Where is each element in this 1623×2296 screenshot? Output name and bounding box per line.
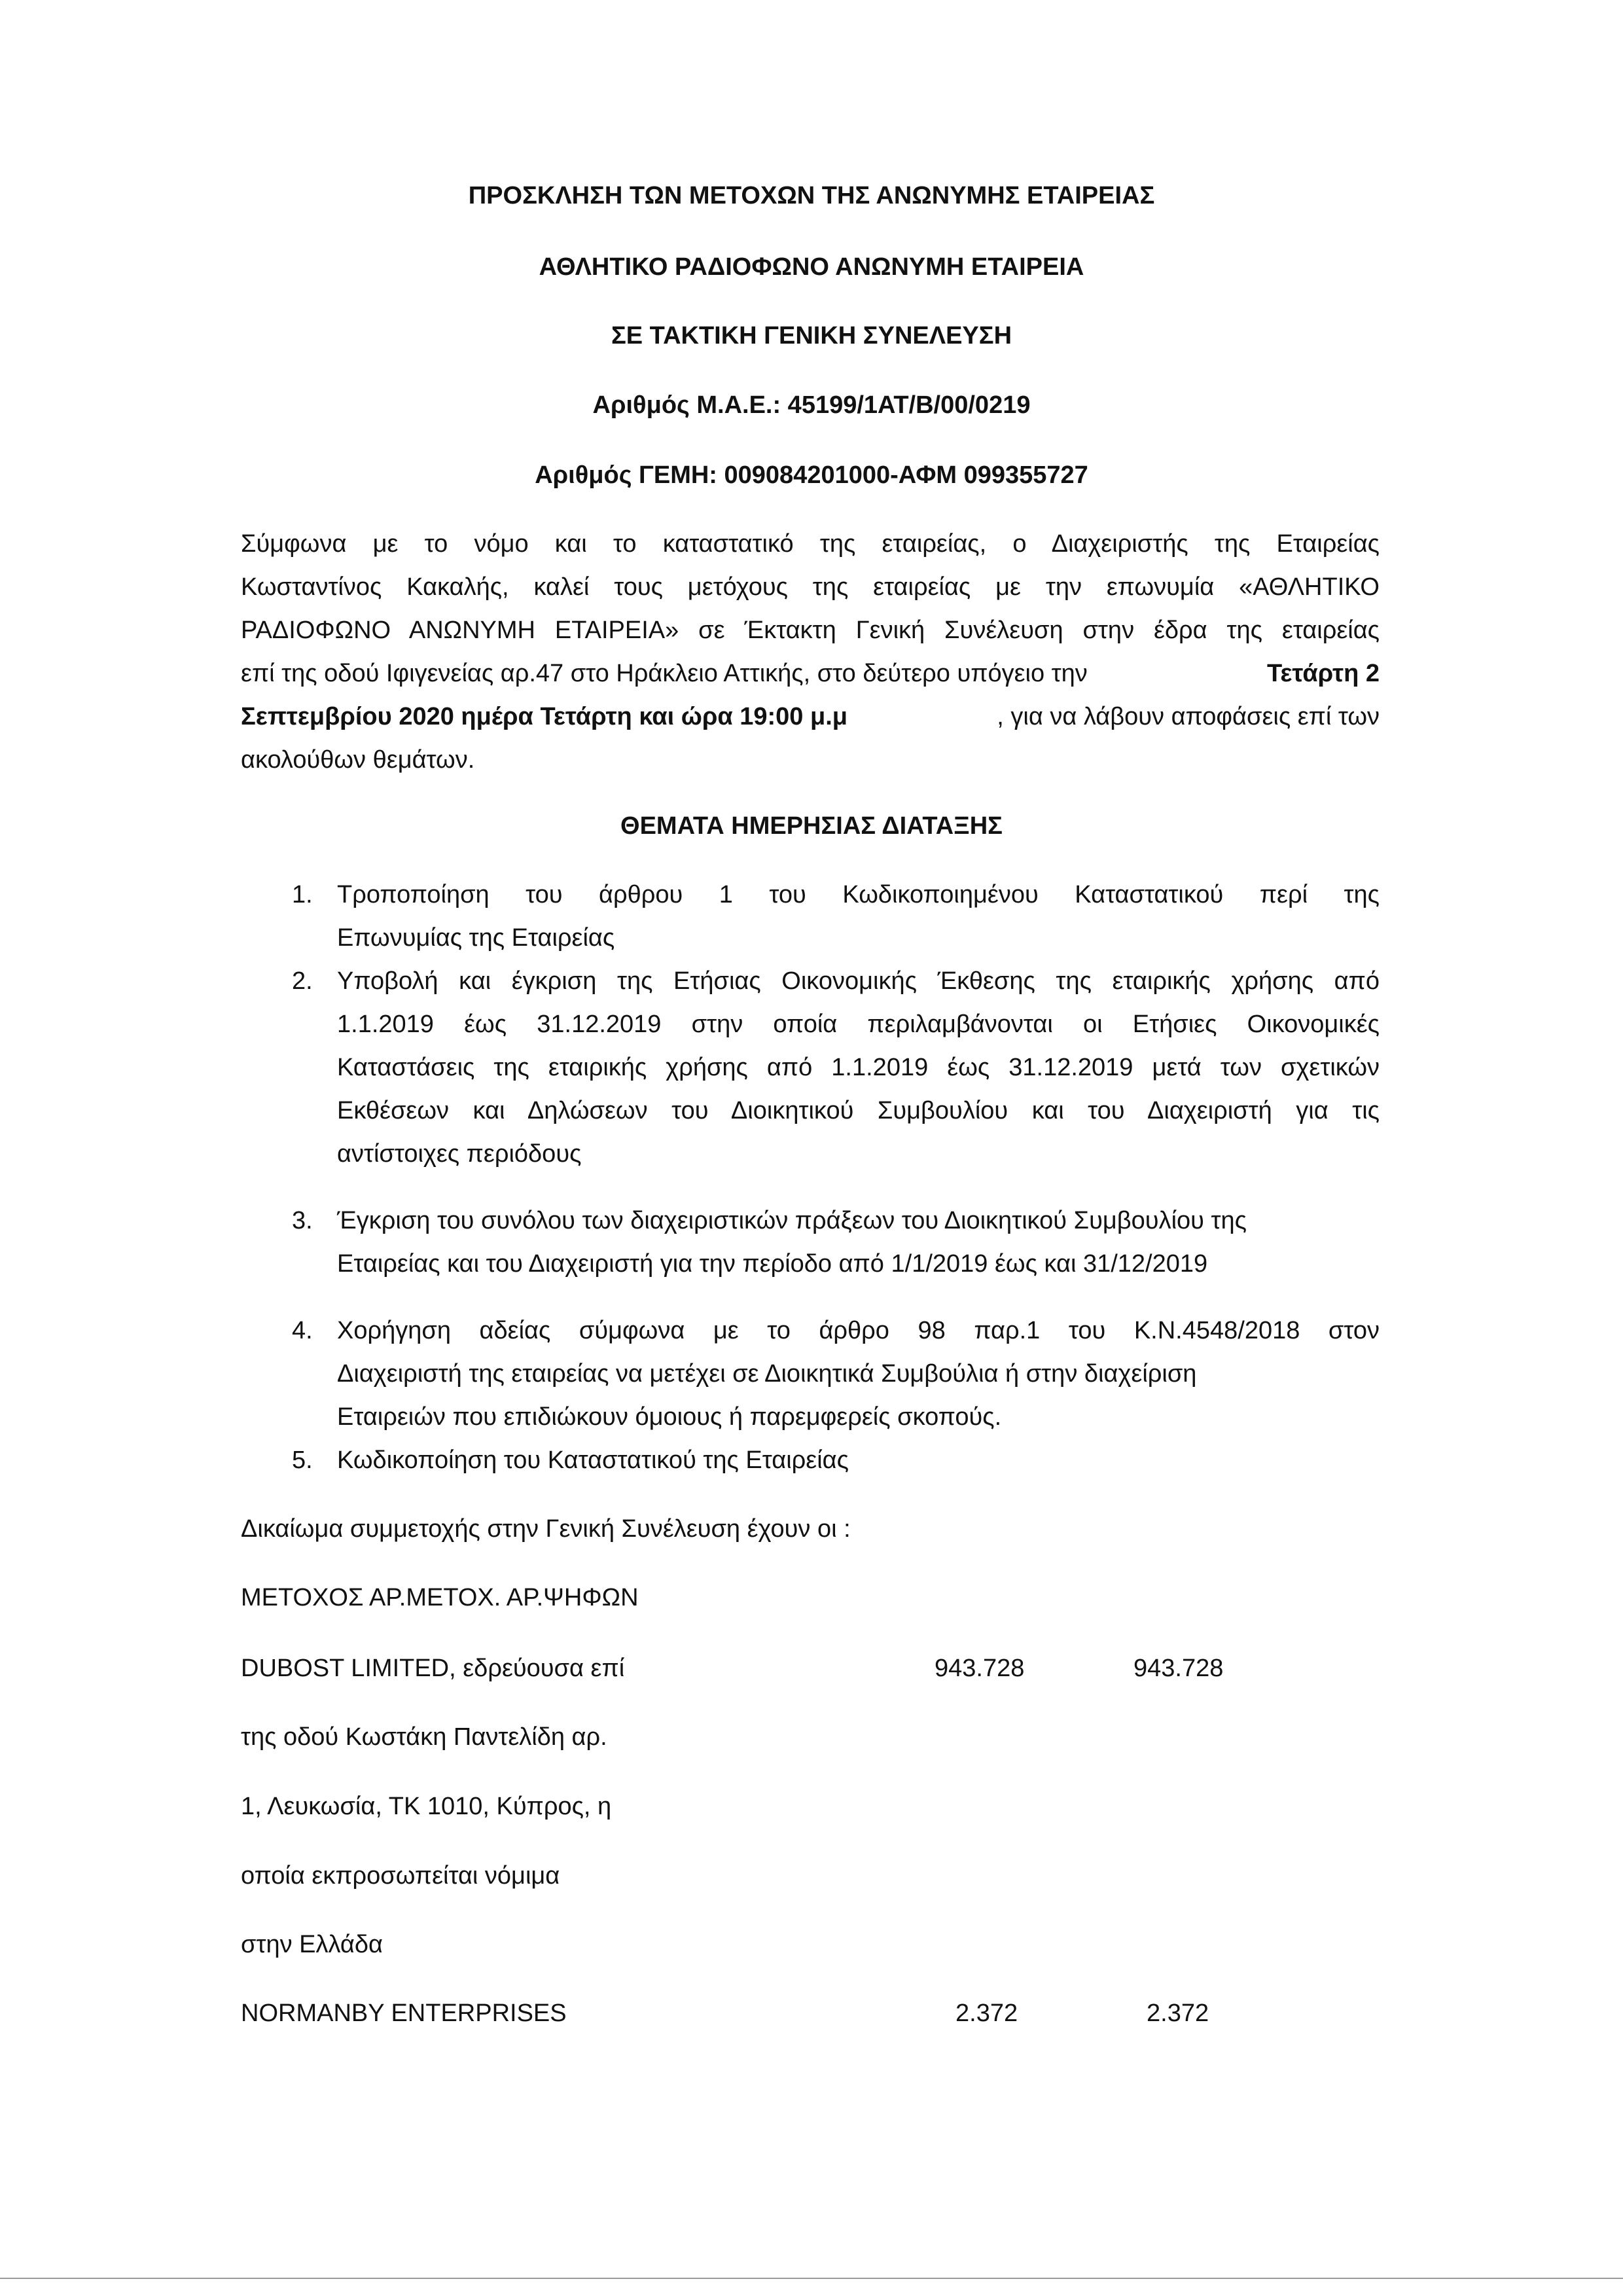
agenda-item-number: 2. bbox=[292, 967, 313, 995]
intro-line-2: Κωσταντίνος Κακαλής, καλεί τους μετόχους της εταιρείας με την επωνυμία «ΑΘΛΗΤΙΚΟ bbox=[241, 575, 1380, 601]
header-company-name: ΑΘΛΗΤΙΚΟ ΡΑΔΙΟΦΩΝΟ ΑΝΩΝΥΜΗ ΕΤΑΙΡΕΙΑ bbox=[539, 253, 1084, 281]
agenda-item-1-line: Επωνυμίας της Εταιρείας bbox=[337, 924, 615, 952]
intro-datetime-highlight: Σεπτεμβρίου 2020 ημέρα Τετάρτη και ώρα 19:00 μ.μ bbox=[241, 703, 848, 730]
agenda-item-4-line: Διαχειριστή της εταιρείας να μετέχει σε Διοικητικά Συμβούλια ή στην διαχείριση bbox=[337, 1360, 1197, 1388]
agenda-item-number: 1. bbox=[292, 881, 313, 908]
intro-line-5-text: , για να λάβουν αποφάσεις επί των bbox=[997, 703, 1380, 730]
intro-line-4-text: επί της οδού Ιφιγενείας αρ.47 στο Ηράκλειο Αττικής, στο δεύτερο υπόγειο την bbox=[241, 660, 1088, 687]
agenda-title: ΘΕΜΑΤΑ ΗΜΕΡΗΣΙΑΣ ΔΙΑΤΑΞΗΣ bbox=[620, 812, 1003, 840]
shareholders-table-header: ΜΕΤΟΧΟΣ ΑΡ.ΜΕΤΟΧ. ΑΡ.ΨΗΦΩΝ bbox=[241, 1584, 639, 1611]
shareholder-name-line: της οδού Κωστάκη Παντελίδη αρ. bbox=[241, 1723, 607, 1751]
header-gemi-number: Αριθμός ΓΕΜΗ: 009084201000-ΑΦΜ 099355727 bbox=[535, 461, 1088, 489]
intro-line-5 bbox=[241, 704, 1380, 729]
intro-line-3: ΡΑΔΙΟΦΩΝΟ ΑΝΩΝΥΜΗ ΕΤΑΙΡΕΙΑ» σε Έκτακτη Γενική Συνέλευση στην έδρα της εταιρείας bbox=[241, 618, 1380, 644]
participation-text: Δικαίωμα συμμετοχής στην Γενική Συνέλευση έχουν οι : bbox=[241, 1515, 851, 1543]
agenda-item-2-line: Εκθέσεων και Δηλώσεων του Διοικητικού Συμβουλίου και του Διαχειριστή για τις bbox=[337, 1098, 1380, 1124]
shareholder-shares: 943.728 bbox=[935, 1655, 1025, 1682]
agenda-item-1-line: Τροποποίηση του άρθρου 1 του Κωδικοποιημένου Καταστατικού περί της bbox=[337, 882, 1380, 908]
scan-edge-rule bbox=[0, 2278, 1623, 2279]
header-assembly-type: ΣΕ ΤΑΚΤΙΚΗ ΓΕΝΙΚΗ ΣΥΝΕΛΕΥΣΗ bbox=[611, 322, 1012, 350]
agenda-item-5-line: Κωδικοποίηση του Καταστατικού της Εταιρείας bbox=[337, 1446, 849, 1474]
shareholder-name-line: στην Ελλάδα bbox=[241, 1931, 383, 1958]
intro-line-1: Σύμφωνα με το νόμο και το καταστατικό της εταιρείας, ο Διαχειριστής της Εταιρείας bbox=[241, 531, 1380, 558]
agenda-item-3-line: Έγκριση του συνόλου των διαχειριστικών πράξεων του Διοικητικού Συμβουλίου της bbox=[337, 1207, 1247, 1234]
agenda-item-number: 4. bbox=[292, 1317, 313, 1344]
shareholder-shares: 2.372 bbox=[955, 2000, 1018, 2027]
intro-date-highlight: Τετάρτη 2 bbox=[1266, 660, 1380, 687]
agenda-item-2-line: Υποβολή και έγκριση της Ετήσιας Οικονομικής Έκθεσης της εταιρικής χρήσης από bbox=[337, 969, 1380, 995]
agenda-item-4-line: Εταιρειών που επιδιώκουν όμοιους ή παρεμφερείς σκοπούς. bbox=[337, 1403, 1002, 1431]
shareholder-name-line: NORMANBY ENTERPRISES bbox=[241, 2000, 567, 2027]
shareholder-name-line: 1, Λευκωσία, ΤΚ 1010, Κύπρος, η bbox=[241, 1793, 612, 1820]
shareholder-votes: 943.728 bbox=[1133, 1655, 1224, 1682]
agenda-item-2-line: αντίστοιχες περιόδους bbox=[337, 1140, 582, 1168]
agenda-item-2-line: 1.1.2019 έως 31.12.2019 στην οποία περιλαμβάνονται οι Ετήσιες Οικονομικές bbox=[337, 1012, 1380, 1038]
shareholder-name-line: οποία εκπροσωπείται νόμιμα bbox=[241, 1862, 560, 1890]
header-mae-number: Αριθμός Μ.Α.Ε.: 45199/1ΑΤ/Β/00/0219 bbox=[592, 391, 1031, 419]
agenda-item-3-line: Εταιρείας και του Διαχειριστή για την περίοδο από 1/1/2019 έως και 31/12/2019 bbox=[337, 1250, 1208, 1278]
intro-line-6: ακολούθων θεμάτων. bbox=[241, 746, 475, 774]
header-title-line-1: ΠΡΟΣΚΛΗΣΗ ΤΩΝ ΜΕΤΟΧΩΝ ΤΗΣ ΑΝΩΝΥΜΗΣ ΕΤΑΙΡΕΙΑΣ bbox=[468, 182, 1155, 209]
shareholder-votes: 2.372 bbox=[1147, 2000, 1209, 2027]
agenda-item-2-line: Καταστάσεις της εταιρικής χρήσης από 1.1.2019 έως 31.12.2019 μετά των σχετικών bbox=[337, 1055, 1380, 1081]
intro-line-4 bbox=[241, 661, 1380, 686]
agenda-item-number: 5. bbox=[292, 1446, 313, 1474]
agenda-item-number: 3. bbox=[292, 1207, 313, 1234]
shareholder-name-line: DUBOST LIMITED, εδρεύουσα επί bbox=[241, 1655, 625, 1682]
agenda-item-4-line: Χορήγηση αδείας σύμφωνα με το άρθρο 98 παρ.1 του Κ.Ν.4548/2018 στον bbox=[337, 1318, 1380, 1344]
